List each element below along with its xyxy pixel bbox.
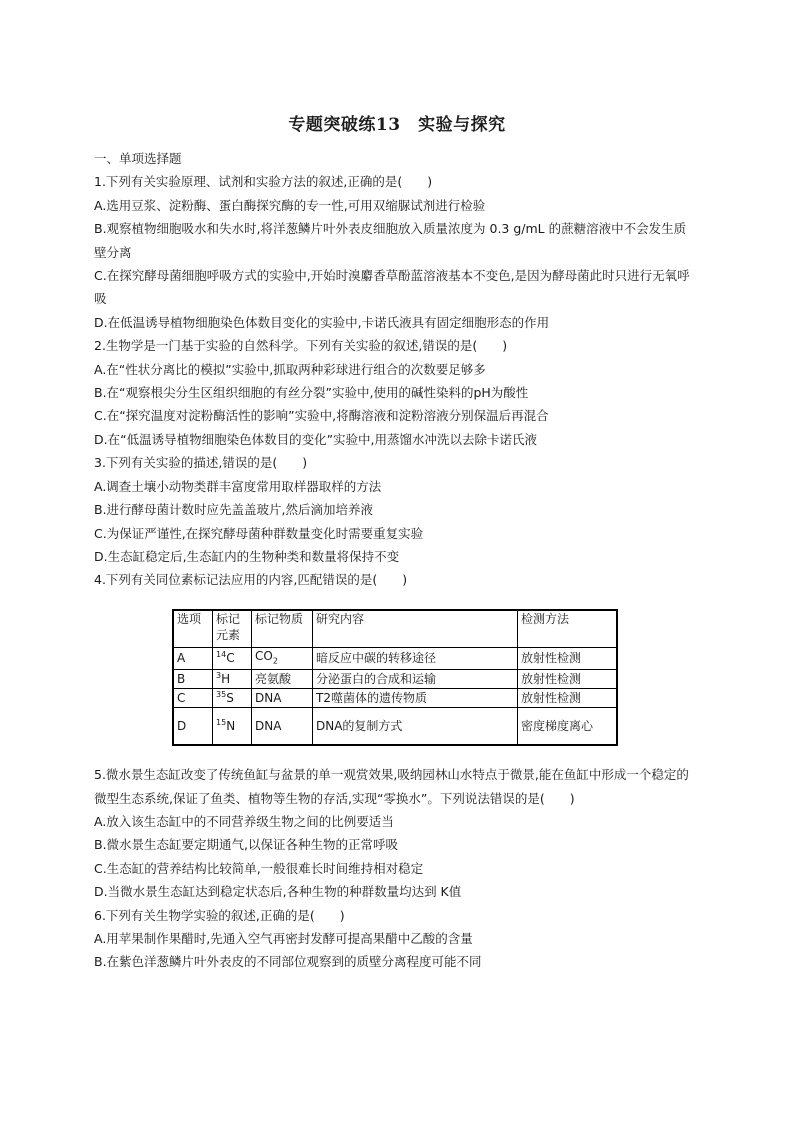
question-4 (94, 568, 694, 746)
question-6 (94, 904, 694, 974)
element-symbol: H (221, 671, 231, 686)
cell-element (213, 647, 252, 669)
option-d: D.当微水景生态缸达到稳定状态后,各种生物的种群数量均达到 K值 (94, 884, 462, 900)
question-stem: 3.下列有关实验的描述,错误的是( ) (94, 455, 308, 471)
document-body (94, 147, 694, 974)
section-heading: 一、单项选择题 (94, 151, 182, 166)
option-c: C.在“探究温度对淀粉酶活性的影响”实验中,将酶溶液和淀粉溶液分别保温后再混合 (94, 408, 549, 424)
question-1 (94, 170, 694, 334)
table-header-row (173, 610, 617, 648)
option-a: A.放入该生态缸中的不同营养级生物之间的比例要适当 (94, 813, 394, 829)
question-stem: 4.下列有关同位素标记法应用的内容,匹配错误的是( ) (94, 572, 408, 588)
question-2 (94, 334, 694, 451)
option-c: C.生态缸的营养结构比较简单,一般很难长时间维持相对稳定 (94, 860, 424, 876)
header-cell: 选项 (173, 610, 213, 648)
element-symbol: S (226, 690, 234, 705)
cell-content: 分泌蛋白的合成和运输 (313, 670, 518, 689)
option-a: A.调查土壤小动物类群丰富度常用取样器取样的方法 (94, 478, 382, 494)
option-b: B.进行酵母菌计数时应先盖盖玻片,然后滴加培养液 (94, 502, 374, 518)
table-row (173, 708, 617, 746)
cell-method: 放射性检测 (518, 689, 618, 708)
header-cell: 标记物质 (252, 610, 313, 648)
question-stem: 1.下列有关实验原理、试剂和实验方法的叙述,正确的是( ) (94, 174, 433, 190)
isotope-table (172, 609, 618, 746)
cell-option: A (173, 647, 213, 669)
cell-element (213, 708, 252, 746)
cell-option: C (173, 689, 213, 708)
cell-substance: 亮氨酸 (252, 670, 313, 689)
question-3 (94, 451, 694, 568)
option-c: C.在探究酵母菌细胞呼吸方式的实验中,开始时溴麝香草酚蓝溶液基本不变色,是因为酵母菌此时只进行无氧呼吸 (94, 268, 690, 307)
page-title: 专题突破练13 实验与探究 (288, 115, 506, 135)
option-a: A.用苹果制作果醋时,先通入空气再密封发酵可提高果醋中乙酸的含量 (94, 930, 473, 946)
element-symbol: C (226, 650, 235, 665)
isotope-table-wrapper (172, 609, 694, 746)
substance-name: CO (255, 648, 273, 663)
cell-substance: DNA (252, 708, 313, 746)
isotope-mass: 3 (216, 670, 222, 680)
cell-method: 密度梯度离心 (518, 708, 618, 746)
cell-option: D (173, 708, 213, 746)
cell-option: B (173, 670, 213, 689)
option-b: B.在紫色洋葱鳞片叶外表皮的不同部位观察到的质壁分离程度可能不同 (94, 954, 482, 970)
header-cell: 研究内容 (313, 610, 518, 648)
header-cell: 检测方法 (518, 610, 618, 648)
table-row (173, 689, 617, 708)
question-5 (94, 763, 694, 903)
cell-content: T2噬菌体的遗传物质 (313, 689, 518, 708)
cell-content: 暗反应中碳的转移途径 (313, 647, 518, 669)
option-c: C.为保证严谨性,在探究酵母菌种群数量变化时需要重复实验 (94, 525, 424, 541)
option-d: D.在“低温诱导植物细胞染色体数目的变化”实验中,用蒸馏水冲洗以去除卡诺氏液 (94, 431, 538, 447)
option-b: B.观察植物细胞吸水和失水时,将洋葱鳞片叶外表皮细胞放入质量浓度为 0.3 g/mL 的蔗糖溶液中不会发生质壁分离 (94, 221, 687, 260)
question-stem: 2.生物学是一门基于实验的自然科学。下列有关实验的叙述,错误的是( ) (94, 338, 508, 354)
cell-method: 放射性检测 (518, 647, 618, 669)
isotope-mass: 15 (216, 717, 227, 727)
isotope-mass: 35 (216, 689, 227, 699)
option-a: A.选用豆浆、淀粉酶、蛋白酶探究酶的专一性,可用双缩脲试剂进行检验 (94, 197, 486, 213)
element-symbol: N (226, 718, 236, 733)
question-stem: 5.微水景生态缸改变了传统鱼缸与盆景的单一观赏效果,吸纳园林山水特点于微景,能在鱼缸中形成一个稳定的微型生态系统,保证了鱼类、植物等生物的存活,实现“零换水”。下列说法错误的是( ) (94, 767, 689, 806)
question-stem: 6.下列有关生物学实验的叙述,正确的是( ) (94, 907, 345, 923)
isotope-mass: 14 (216, 649, 227, 659)
header-cell: 标记元素 (213, 610, 252, 648)
option-a: A.在“性状分离比的模拟”实验中,抓取两种彩球进行组合的次数要足够多 (94, 361, 486, 377)
cell-substance (252, 647, 313, 669)
option-d: D.生态缸稳定后,生态缸内的生物种类和数量将保持不变 (94, 548, 400, 564)
option-b: B.微水景生态缸要定期通气,以保证各种生物的正常呼吸 (94, 837, 399, 853)
option-d: D.在低温诱导植物细胞染色体数目变化的实验中,卡诺氏液具有固定细胞形态的作用 (94, 314, 550, 330)
substance-subscript: 2 (272, 656, 278, 666)
cell-substance: DNA (252, 689, 313, 708)
cell-content: DNA的复制方式 (313, 708, 518, 746)
table-row (173, 647, 617, 669)
option-b: B.在“观察根尖分生区组织细胞的有丝分裂”实验中,使用的碱性染料的pH为酸性 (94, 385, 529, 401)
cell-method: 放射性检测 (518, 670, 618, 689)
cell-element (213, 670, 252, 689)
table-row (173, 670, 617, 689)
cell-element (213, 689, 252, 708)
